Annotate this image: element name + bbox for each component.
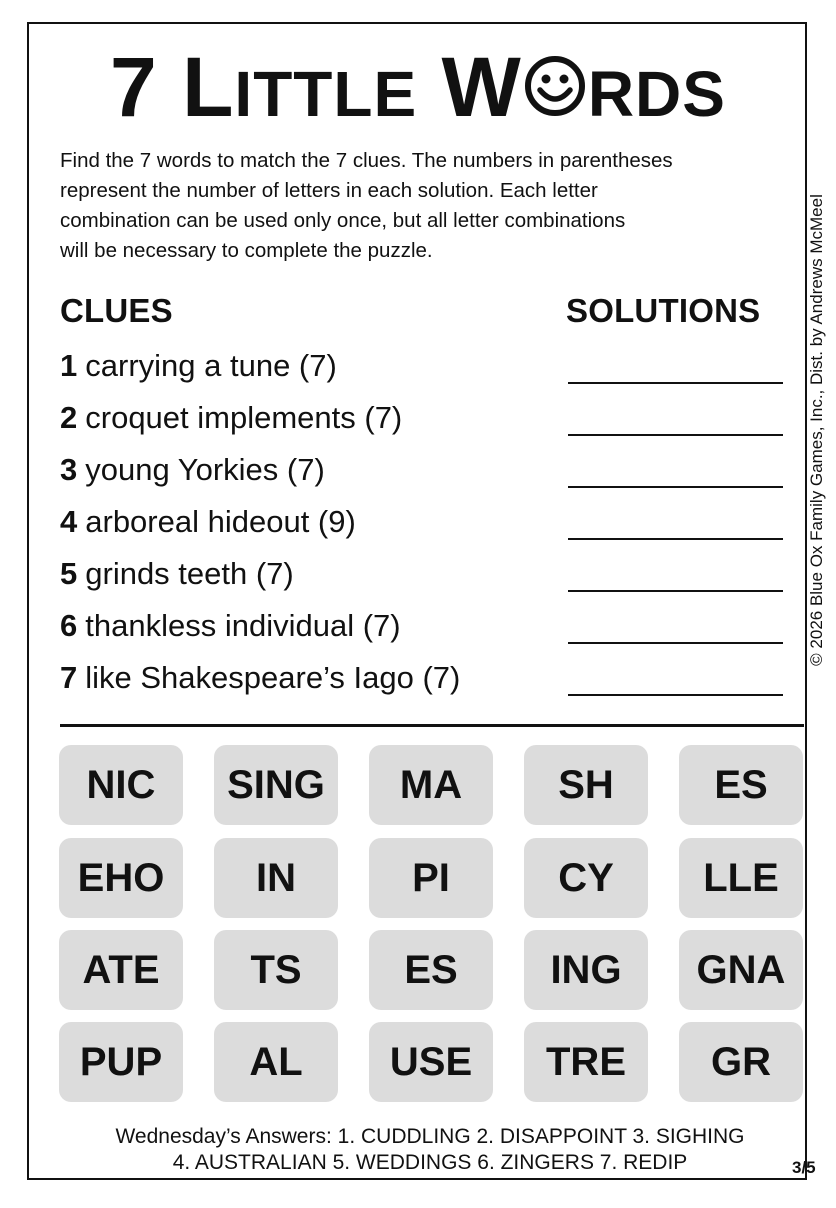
clue-7: [60, 660, 460, 696]
letter-tile[interactable]: TS: [214, 930, 338, 1010]
title-letter-l: L: [182, 40, 235, 134]
clue-6: [60, 608, 401, 644]
letter-tile[interactable]: SH: [524, 745, 648, 825]
letter-tile[interactable]: PUP: [59, 1022, 183, 1102]
clue-number: 2: [60, 400, 78, 435]
instructions: [60, 146, 800, 266]
clue-number: 3: [60, 452, 78, 487]
clue-number: 6: [60, 608, 78, 643]
title-number: 7: [110, 40, 158, 134]
puzzle-title: [0, 42, 836, 139]
instructions-line: combination can be used only once, but all letter combinations: [60, 209, 626, 232]
page-number: 3/5: [792, 1158, 816, 1177]
copyright-text: © 2026 Blue Ox Family Games, Inc., Dist. by Andrews McMeel: [807, 194, 826, 666]
clue-1: [60, 348, 337, 384]
previous-answers: [0, 1124, 836, 1176]
letter-tile[interactable]: CY: [524, 838, 648, 918]
answers-line-2: 4. AUSTRALIAN 5. WEDDINGS 6. ZINGERS 7. REDIP: [172, 1151, 688, 1174]
solution-line-1[interactable]: [568, 382, 783, 384]
clue-5: [60, 556, 294, 592]
letter-tile[interactable]: AL: [214, 1022, 338, 1102]
instructions-line: will be necessary to complete the puzzle.: [60, 239, 433, 262]
answers-line-1: Wednesday’s Answers: 1. CUDDLING 2. DISAPPOINT 3. SIGHING: [115, 1125, 745, 1148]
letter-tile[interactable]: ES: [679, 745, 803, 825]
letter-tile[interactable]: ES: [369, 930, 493, 1010]
clue-text: grinds teeth (7): [85, 556, 294, 591]
clue-text: young Yorkies (7): [85, 452, 325, 487]
section-divider: [60, 724, 804, 727]
solution-line-2[interactable]: [568, 434, 783, 436]
letter-tile[interactable]: SING: [214, 745, 338, 825]
solution-line-4[interactable]: [568, 538, 783, 540]
solution-line-5[interactable]: [568, 590, 783, 592]
letter-tile[interactable]: ING: [524, 930, 648, 1010]
letter-tile[interactable]: LLE: [679, 838, 803, 918]
letter-tile[interactable]: EHO: [59, 838, 183, 918]
title-rds: RDS: [587, 58, 726, 130]
clue-text: croquet implements (7): [85, 400, 403, 435]
title-ittle: ITTLE: [234, 58, 418, 130]
letter-tile[interactable]: GR: [679, 1022, 803, 1102]
smiley-face-icon: [523, 54, 587, 118]
instructions-line: Find the 7 words to match the 7 clues. The numbers in parentheses: [60, 149, 673, 172]
letter-tile[interactable]: MA: [369, 745, 493, 825]
clues-header: CLUES: [60, 292, 173, 329]
instructions-line: represent the number of letters in each solution. Each letter: [60, 179, 598, 202]
solution-line-6[interactable]: [568, 642, 783, 644]
clue-2: [60, 400, 402, 436]
letter-tile[interactable]: NIC: [59, 745, 183, 825]
clue-text: carrying a tune (7): [85, 348, 337, 383]
letter-tile[interactable]: USE: [369, 1022, 493, 1102]
clue-text: like Shakespeare’s Iago (7): [85, 660, 461, 695]
letter-tile[interactable]: IN: [214, 838, 338, 918]
letter-tile[interactable]: PI: [369, 838, 493, 918]
clue-3: [60, 452, 325, 488]
letter-tile[interactable]: TRE: [524, 1022, 648, 1102]
clue-number: 7: [60, 660, 78, 695]
solution-line-7[interactable]: [568, 694, 783, 696]
solution-line-3[interactable]: [568, 486, 783, 488]
clue-text: arboreal hideout (9): [85, 504, 356, 539]
clue-4: [60, 504, 356, 540]
clue-number: 1: [60, 348, 78, 383]
title-letter-w: W: [441, 40, 522, 134]
letter-tile[interactable]: ATE: [59, 930, 183, 1010]
letter-tile[interactable]: GNA: [679, 930, 803, 1010]
clue-number: 5: [60, 556, 78, 591]
clue-number: 4: [60, 504, 78, 539]
clue-text: thankless individual (7): [85, 608, 401, 643]
solutions-header: SOLUTIONS: [566, 292, 761, 329]
